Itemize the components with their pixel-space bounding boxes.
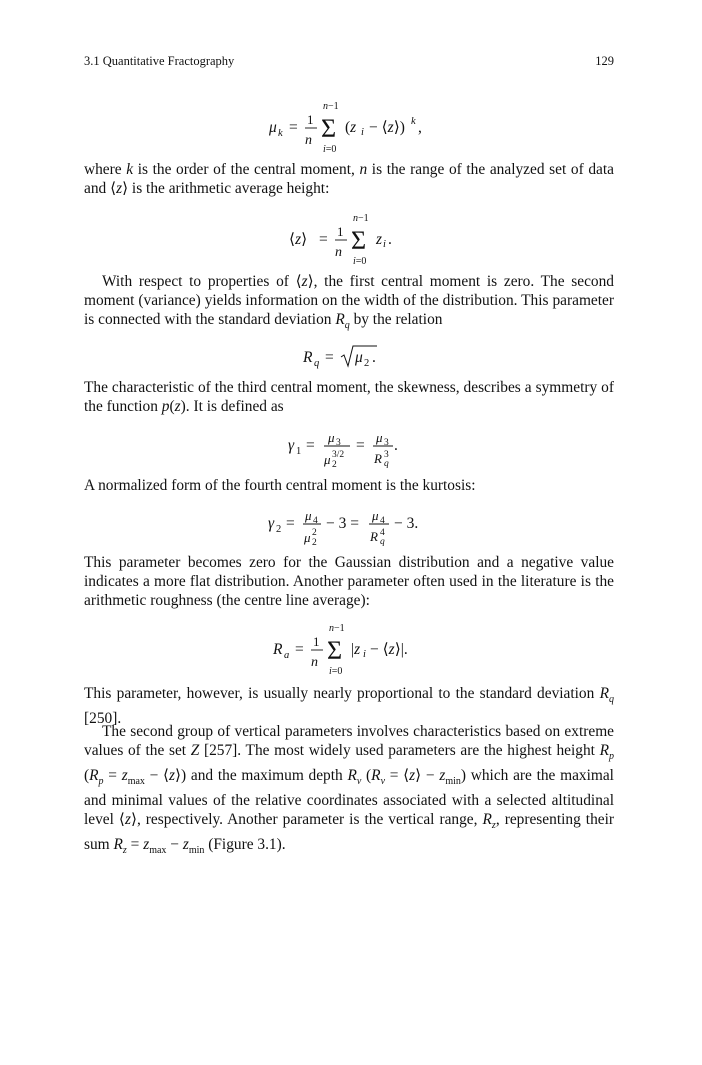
svg-text:=: =: [356, 437, 365, 454]
svg-text:=: =: [295, 641, 304, 658]
paragraph-3: The characteristic of the third central moment, the skewness, describes a symmetry of the function p(z). It is defined as: [84, 379, 614, 415]
equation-rq: [84, 342, 614, 372]
paragraph-4: A normalized form of the fourth central moment is the kurtosis:: [84, 477, 476, 494]
equation-mean-height: [84, 212, 614, 268]
page-number: 129: [595, 54, 614, 68]
svg-text:4: 4: [380, 528, 385, 538]
svg-text:q: q: [380, 537, 385, 547]
svg-text:n: n: [305, 133, 312, 148]
svg-text:1: 1: [313, 634, 320, 649]
svg-text:R: R: [273, 641, 283, 658]
svg-text:i=0: i=0: [323, 144, 337, 155]
svg-text:γ: γ: [288, 437, 295, 454]
equation-skewness: [84, 424, 614, 470]
svg-text:i=0: i=0: [329, 666, 343, 677]
svg-text:3: 3: [336, 438, 341, 448]
svg-text:Σ: Σ: [351, 226, 367, 255]
svg-text:μ: μ: [324, 452, 331, 467]
svg-text:i: i: [363, 649, 366, 660]
equation-central-moment: [84, 100, 614, 156]
svg-text:1: 1: [296, 446, 302, 457]
paragraph-1: where k is the order of the central moment, n is the range of the analyzed set of data and ⟨z⟩ is the arithmetic average height:: [84, 161, 614, 197]
svg-text:.: .: [372, 349, 376, 366]
svg-text:3/2: 3/2: [332, 450, 345, 460]
svg-text:=: =: [319, 231, 328, 248]
svg-text:k: k: [411, 116, 416, 127]
svg-text:μ: μ: [376, 430, 383, 445]
svg-text:μ: μ: [305, 508, 312, 523]
svg-text:=: =: [286, 515, 295, 532]
svg-text:q: q: [314, 358, 320, 369]
svg-text:1: 1: [307, 112, 314, 127]
svg-text:3: 3: [384, 450, 389, 460]
svg-text:R: R: [370, 529, 378, 544]
svg-text:i: i: [383, 239, 386, 250]
svg-text:n: n: [311, 655, 318, 670]
svg-text:n−1: n−1: [323, 101, 339, 112]
svg-text:γ: γ: [268, 515, 275, 532]
svg-text:2: 2: [312, 538, 317, 548]
svg-text:=: =: [289, 119, 298, 136]
paragraph-2: With respect to properties of ⟨z⟩, the first central moment is zero. The second moment (variance) yields information on the width of the distribution. This parameter is connected with the standard deviation $R_q$ by the relation: [84, 273, 614, 332]
svg-text:− 3.: − 3.: [394, 515, 419, 532]
svg-text:.: .: [388, 231, 392, 248]
svg-text:− ⟨z⟩): − ⟨z⟩): [369, 119, 405, 136]
svg-text:a: a: [284, 650, 290, 661]
svg-text:.: .: [394, 437, 398, 454]
svg-text:n−1: n−1: [353, 213, 369, 224]
svg-text:z: z: [376, 231, 383, 248]
svg-text:− ⟨z⟩|.: − ⟨z⟩|.: [370, 641, 408, 658]
svg-text:k: k: [278, 128, 283, 139]
svg-text:2: 2: [312, 528, 317, 538]
svg-text:R: R: [374, 451, 382, 466]
svg-text:,: ,: [418, 119, 422, 136]
paragraph-7: The second group of vertical parameters involves characteristics based on extreme values of the set Z [257]. The most widely used parameters are the highest height $R_p$ ($R_p = z_{max}$ − ⟨z⟩) and the maximum depth $R_v$ ($R_v$ = ⟨z⟩ − $z_{min}$) which are the maximal and minimal values of the relative coordinates associated with a selected altitudinal level ⟨z⟩, respectively. Another parameter is the vertical range, $R_z$, representing their sum $R_z = z_{max} - z_{min}$ (Figure 3.1).: [84, 723, 614, 857]
running-header: [84, 54, 614, 72]
svg-text:R: R: [303, 349, 313, 366]
svg-text:Σ: Σ: [327, 636, 343, 665]
equation-kurtosis: [84, 502, 614, 548]
svg-text:|z: |z: [351, 641, 361, 658]
paragraph-5: This parameter becomes zero for the Gaussian distribution and a negative value indicates a more flat distribution. Another parameter often used in the literature is the arithmetic roughness (the centre line average):: [84, 554, 614, 609]
svg-text:4: 4: [380, 516, 385, 526]
svg-text:i: i: [361, 127, 364, 138]
paragraph-6: This parameter, however, is usually nearly proportional to the standard deviation $R_q$ [250].: [84, 685, 614, 728]
svg-text:Σ: Σ: [321, 114, 337, 143]
svg-text:3: 3: [384, 438, 389, 448]
svg-text:1: 1: [337, 224, 344, 239]
equation-ra: [84, 622, 614, 678]
svg-text:− 3 =: − 3 =: [326, 515, 359, 532]
svg-text:i=0: i=0: [353, 256, 367, 267]
svg-text:q: q: [384, 459, 389, 469]
svg-text:(z: (z: [345, 119, 357, 136]
svg-text:n: n: [335, 245, 342, 260]
svg-text:2: 2: [364, 358, 370, 369]
svg-text:μ: μ: [269, 119, 277, 136]
svg-text:=: =: [325, 349, 334, 366]
svg-text:μ: μ: [304, 530, 311, 545]
svg-text:2: 2: [276, 524, 282, 535]
svg-text:μ: μ: [355, 349, 363, 366]
svg-text:⟨z⟩: ⟨z⟩: [289, 231, 308, 248]
section-title: 3.1 Quantitative Fractography: [84, 54, 235, 68]
svg-text:μ: μ: [328, 430, 335, 445]
svg-text:2: 2: [332, 460, 337, 470]
svg-text:4: 4: [313, 516, 318, 526]
svg-text:=: =: [306, 437, 315, 454]
svg-text:μ: μ: [372, 508, 379, 523]
svg-text:n−1: n−1: [329, 623, 345, 634]
